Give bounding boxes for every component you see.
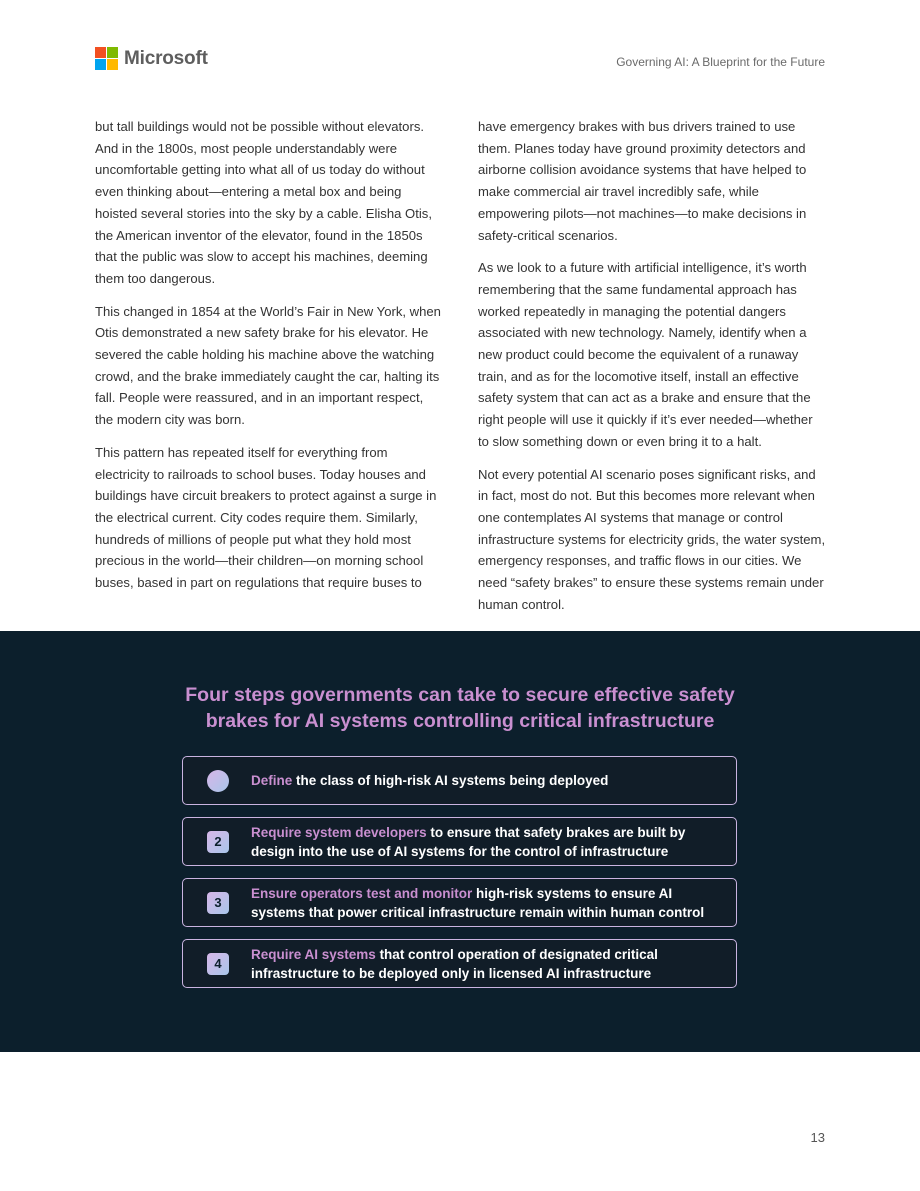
step-4 xyxy=(182,939,737,988)
paragraph: This changed in 1854 at the World’s Fair in New York, when Otis demonstrated a new safety brake for his elevator. He severed the cable holding his machine above the watching crowd, and the brake immediately caught the car, halting its fall. People were reassured, and in an important respect, the modern city was born. xyxy=(95,303,441,428)
step-1 xyxy=(182,756,737,805)
step-number-badge xyxy=(207,770,229,792)
step-number-badge: 2 xyxy=(207,831,229,853)
microsoft-logo-icon xyxy=(95,47,118,70)
paragraph: have emergency brakes with bus drivers trained to use them. Planes today have ground proximity detectors and airborne collision avoidance systems that have helped to make commercial air travel incredibly safe, while empowering pilots—not machines—to make decisions in safety-critical scenarios. xyxy=(478,119,807,243)
panel-title xyxy=(0,682,920,734)
paragraph: As we look to a future with artificial intelligence, it’s worth remembering that the same fundamental approach has worked repeatedly in managing the potential dangers associated with new technology. Namely, identify when a new product could become the equivalent of a runaway train, and as for the locomotive itself, install an effective safety system that can act as a brake and ensure that the right people will use it quickly if it’s ever needed—whether to slow something down or even bring it to a halt. xyxy=(478,260,813,449)
document-title: Governing AI: A Blueprint for the Future xyxy=(616,55,825,69)
right-column xyxy=(478,116,826,626)
logo-text: Microsoft xyxy=(124,47,208,69)
step-number-badge: 4 xyxy=(207,953,229,975)
callout-panel xyxy=(0,631,920,1052)
left-column xyxy=(95,116,443,626)
step-highlight: Require system developers xyxy=(251,824,427,840)
step-2 xyxy=(182,817,737,866)
body-columns xyxy=(95,116,826,626)
step-text xyxy=(251,771,726,790)
step-highlight: Ensure operators test and monitor xyxy=(251,885,473,901)
page-number: 13 xyxy=(810,1130,825,1145)
panel-title-line: Four steps governments can take to secure effective safety xyxy=(185,684,735,706)
step-3 xyxy=(182,878,737,927)
step-text xyxy=(251,884,726,922)
panel-title-line: brakes for AI systems controlling critical infrastructure xyxy=(205,710,715,732)
step-number-badge: 3 xyxy=(207,892,229,914)
step-highlight: Require AI systems xyxy=(251,946,376,962)
step-text xyxy=(251,823,726,861)
paragraph: This pattern has repeated itself for everything from electricity to railroads to school buses. Today houses and buildings have circuit breakers to protect against a surge in the electrical current. City codes require them. Similarly, hundreds of millions of people put what they hold most precious in the world—their children—on morning school buses, based in part on regulations that require buses to xyxy=(95,444,437,591)
microsoft-logo xyxy=(95,47,208,70)
paragraph: Not every potential AI scenario poses significant risks, and in fact, most do not. But this becomes more relevant when one contemplates AI systems that manage or control infrastructure systems for electricity grids, the water system, emergency responses, and traffic flows in our cities. We need “safety brakes” to ensure these systems remain under human control. xyxy=(478,466,826,612)
step-body: the class of high-risk AI systems being deployed xyxy=(292,773,609,788)
step-body: that control operation of designated critical infrastructure to be deployed only in licensed AI infrastructure xyxy=(251,946,658,981)
step-body: high-risk systems to ensure AI systems that power critical infrastructure remain within human control xyxy=(251,885,705,920)
paragraph: but tall buildings would not be possible without elevators. And in the 1800s, most people understandably were uncomfortable getting into what all of us today do without even thinking about—entering a metal box and being hoisted several stories into the sky by a cable. Elisha Otis, the American inventor of the elevator, found in the 1850s that the public was slow to accept his machines, deeming them too dangerous. xyxy=(95,119,432,286)
page-header xyxy=(0,0,920,100)
step-body: to ensure that safety brakes are built by design into the use of AI systems for the control of infrastructure xyxy=(251,824,686,859)
step-highlight: Define xyxy=(251,773,293,788)
step-text xyxy=(251,945,726,983)
